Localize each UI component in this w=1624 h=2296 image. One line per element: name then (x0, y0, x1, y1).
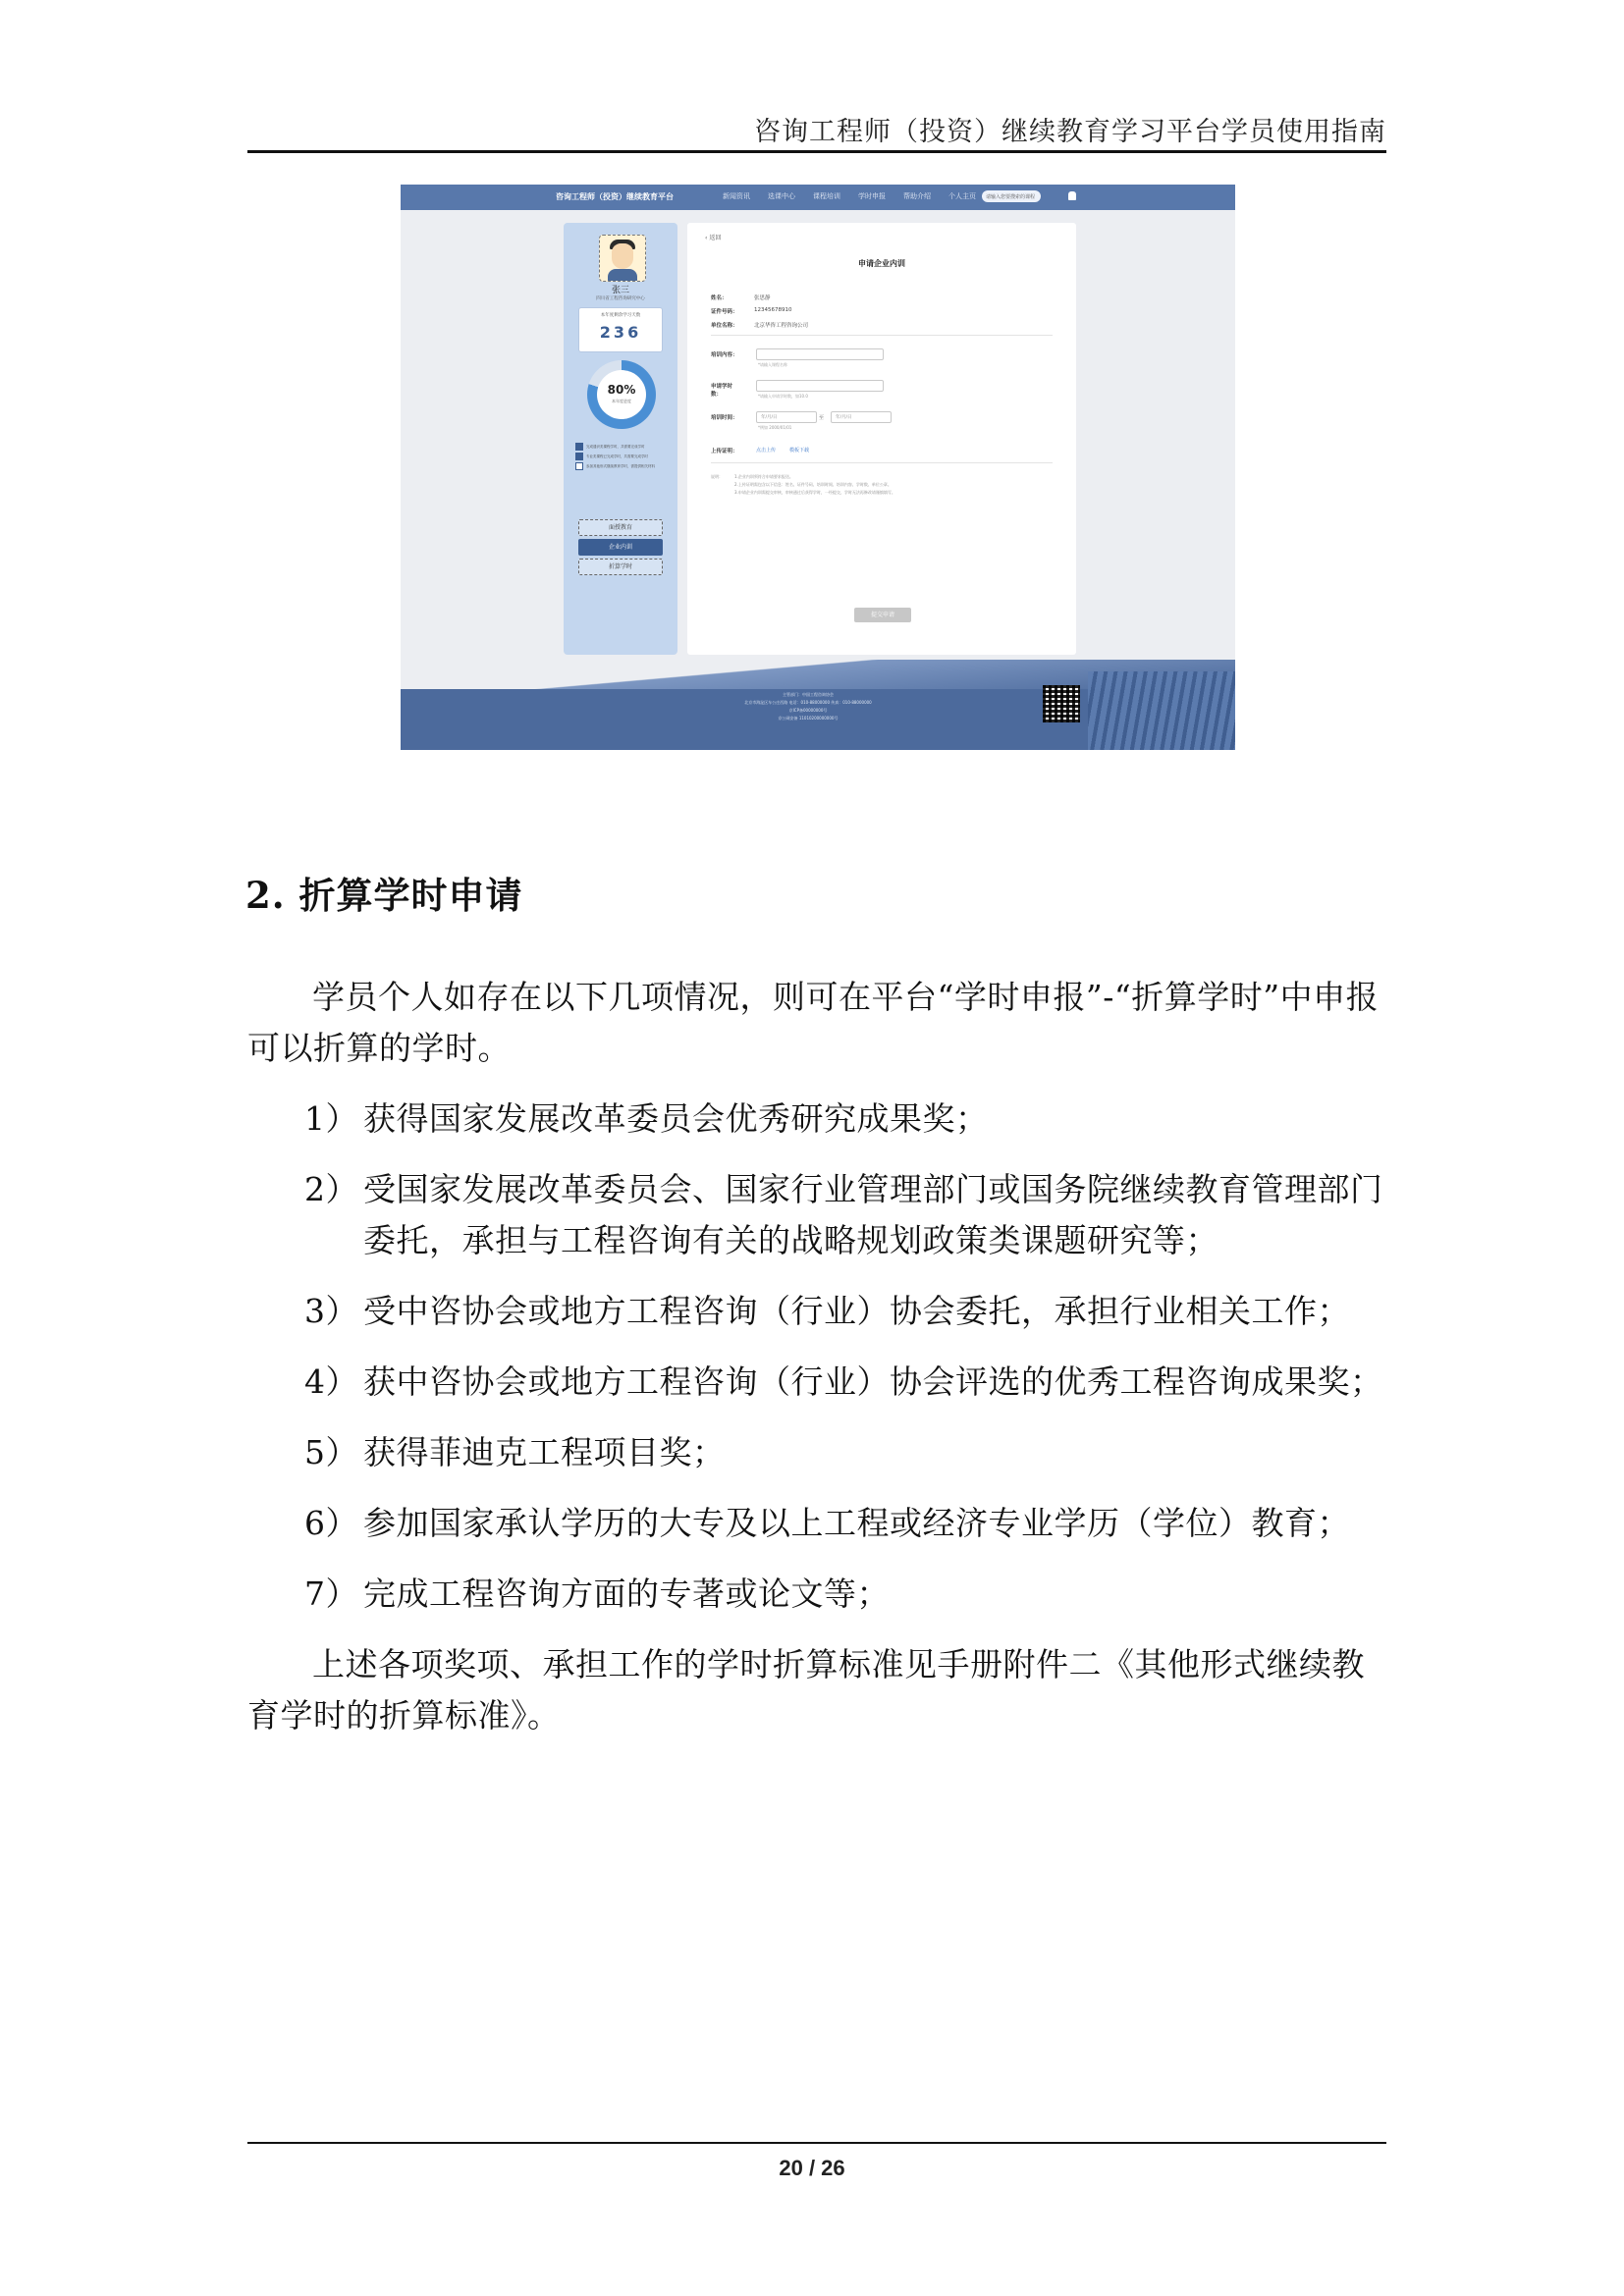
field-value: 张思静 (754, 295, 771, 301)
divider (711, 335, 1053, 336)
list-text: 获中咨协会或地方工程咨询（行业）协会评选的优秀工程咨询成果奖； (363, 1362, 1383, 1401)
field-row (711, 447, 740, 454)
list-item (304, 1498, 1388, 1549)
remaining-days-value: 236 (599, 323, 642, 342)
building-graphic (1088, 671, 1235, 750)
field-row (711, 321, 808, 329)
date-from-placeholder: 年/月/日 (761, 415, 778, 420)
nav-item-courses[interactable]: 选课中心 (768, 192, 795, 200)
form-title: 申请企业内训 (858, 259, 905, 268)
nav-item-help[interactable]: 帮助介绍 (903, 192, 931, 200)
training-content-label: 培训内容： (711, 352, 738, 358)
list-text: 完成工程咨询方面的专著或论文等； (363, 1575, 890, 1613)
progress-ring (587, 360, 656, 429)
footer-rule (247, 2142, 1386, 2144)
note-line: 1.企业内训须符合申请要求报送。 (734, 474, 793, 479)
avatar (599, 235, 646, 282)
nav-item-hours[interactable]: 学时申报 (858, 192, 886, 200)
platform-logo-text: 咨询工程师（投资）继续教育平台 (556, 192, 674, 201)
nav-item-news[interactable]: 新闻资讯 (723, 192, 750, 200)
field-row (711, 350, 740, 358)
field-label: 证件号码： (711, 309, 738, 315)
date-separator: 至 (819, 415, 825, 421)
closing-paragraph: 上述各项奖项、承担工作的学时折算标准见手册附件二《其他形式继续教育学时的折算标准》。 (247, 1645, 1365, 1735)
list-number: 2） (304, 1170, 358, 1208)
list-item (304, 1569, 1388, 1620)
list-item (304, 1094, 1388, 1145)
notification-bell-icon[interactable] (1068, 191, 1076, 200)
template-download-link[interactable]: 模板下载 (789, 448, 810, 454)
remaining-days-label: 本年度剩余学习天数 (600, 313, 641, 318)
nav-item-training[interactable]: 课程培训 (813, 192, 840, 200)
search-placeholder: 请输入您要搜索的课程 (986, 194, 1036, 200)
list-number: 3） (304, 1292, 358, 1330)
back-label: 返回 (709, 235, 722, 241)
training-time-label: 培训时间： (711, 415, 738, 421)
list-text: 获得菲迪克工程项目奖； (363, 1433, 726, 1471)
progress-ring-center (597, 370, 646, 419)
progress-value: 80% (607, 383, 636, 397)
list-number: 5） (304, 1433, 358, 1471)
field-row (711, 294, 771, 301)
user-name: 张三 (611, 286, 629, 295)
date-from-input[interactable] (756, 411, 817, 423)
checkbox-checked-icon (575, 443, 583, 451)
intro-paragraph: 学员个人如存在以下几项情况，则可在平台“学时申报”-“折算学时”中申报可以折算的学时。 (247, 978, 1380, 1067)
top-nav-menu (723, 191, 976, 201)
list-number: 6） (304, 1504, 358, 1542)
date-to-placeholder: 年/月/日 (836, 415, 852, 420)
checklist-text: 专业类课程已完成学时，共需要完成学时 (586, 454, 648, 458)
footer-info (695, 691, 921, 722)
platform-screenshot (401, 185, 1235, 750)
application-form-panel (687, 223, 1076, 655)
hours-input[interactable] (756, 380, 884, 392)
footer-line: 京公网安备 11010200000000号 (778, 716, 839, 721)
training-time-hint: *例如 2000/01/01 (758, 425, 792, 430)
checklist-text: 完成通识类课程学时，共需要完成学时 (586, 444, 645, 449)
list-number: 7） (304, 1575, 358, 1613)
search-input[interactable] (982, 190, 1041, 202)
section-heading: 2. 折算学时申请 (245, 874, 523, 917)
site-footer (401, 671, 1235, 750)
date-to-input[interactable] (831, 411, 892, 423)
back-link[interactable]: ‹ 返回 (705, 235, 722, 241)
list-item (304, 1357, 1388, 1408)
face-to-face-button[interactable]: 面授教育 (578, 519, 663, 536)
progress-label: 本年度进度 (612, 399, 631, 403)
footer-line: 京ICP备00000000号 (788, 708, 828, 713)
footer-line: 北京市海淀区车公庄西路 电话：010-88000000 传真：010-88000000 (744, 700, 872, 705)
header-rule (247, 150, 1386, 153)
checklist-text: 参加其他形式继续教育学时，需提供相关材料 (586, 463, 655, 468)
list-item (304, 1427, 1388, 1478)
field-label: 姓名： (711, 295, 728, 301)
checklist-item (575, 462, 655, 470)
training-content-input[interactable] (756, 348, 884, 360)
enterprise-training-button[interactable]: 企业内训 (578, 539, 663, 556)
field-value: 北京华咨工程咨询公司 (754, 323, 809, 329)
footer-line: 主管部门：中国工程咨询协会 (783, 692, 834, 697)
note-line: 2.上传证明需包含以下信息：姓名、证件号码、培训时间、培训内容、学时数、单位公章。 (734, 482, 892, 487)
list-text: 获得国家发展改革委员会优秀研究成果奖； (363, 1099, 989, 1138)
hours-hint: *请输入申请学时数，如10.0 (758, 394, 808, 399)
field-row (711, 413, 740, 421)
user-org: 四川省工程咨询研究中心 (596, 296, 645, 301)
submit-button[interactable]: 提交申请 (854, 608, 911, 622)
list-text: 受中咨协会或地方工程咨询（行业）协会委托，承担行业相关工作； (363, 1292, 1350, 1330)
nav-item-profile[interactable]: 个人主页 (948, 192, 976, 200)
field-label: 单位名称： (711, 323, 738, 329)
running-header: 咨询工程师（投资）继续教育学习平台学员使用指南 (754, 117, 1386, 147)
list-text: 参加国家承认学历的大专及以上工程或经济专业学历（学位）教育； (363, 1504, 1350, 1542)
remaining-days-card (578, 307, 663, 352)
field-row (711, 307, 792, 315)
list-number: 1） (304, 1099, 358, 1138)
notes-label: 说明： (711, 474, 723, 479)
avatar-body (608, 269, 637, 281)
convert-hours-button[interactable]: 折算学时 (578, 559, 663, 575)
list-item (304, 1286, 1388, 1337)
note-line: 3.申请企业内训需提交审核，审核通过后获得学时，一经提交，学时无法再修改请谨慎填写。 (734, 490, 895, 495)
field-value: 12345678910 (754, 307, 792, 313)
qr-code-icon (1043, 685, 1080, 722)
upload-label: 上传证明： (711, 449, 738, 454)
top-navbar (401, 185, 1235, 210)
list-text: 受国家发展改革委员会、国家行业管理部门或国务院继续教育管理部门委托，承担与工程咨询有关的战略规划政策类课题研究等； (363, 1170, 1383, 1259)
page-number: 20 / 26 (779, 2156, 845, 2180)
list-item (304, 1164, 1388, 1266)
field-row (711, 382, 740, 398)
checkbox-checked-icon (575, 453, 583, 460)
upload-link[interactable]: 点击上传 (756, 448, 777, 454)
checkbox-empty-icon (575, 462, 583, 470)
checklist-item (575, 443, 645, 451)
user-sidebar (564, 223, 677, 655)
training-content-hint: *请输入课程名称 (758, 362, 787, 367)
divider (711, 462, 1053, 463)
checklist-item (575, 453, 648, 460)
avatar-face (612, 243, 633, 269)
hours-label: 申请学时数： (711, 384, 733, 398)
list-number: 4） (304, 1362, 358, 1401)
